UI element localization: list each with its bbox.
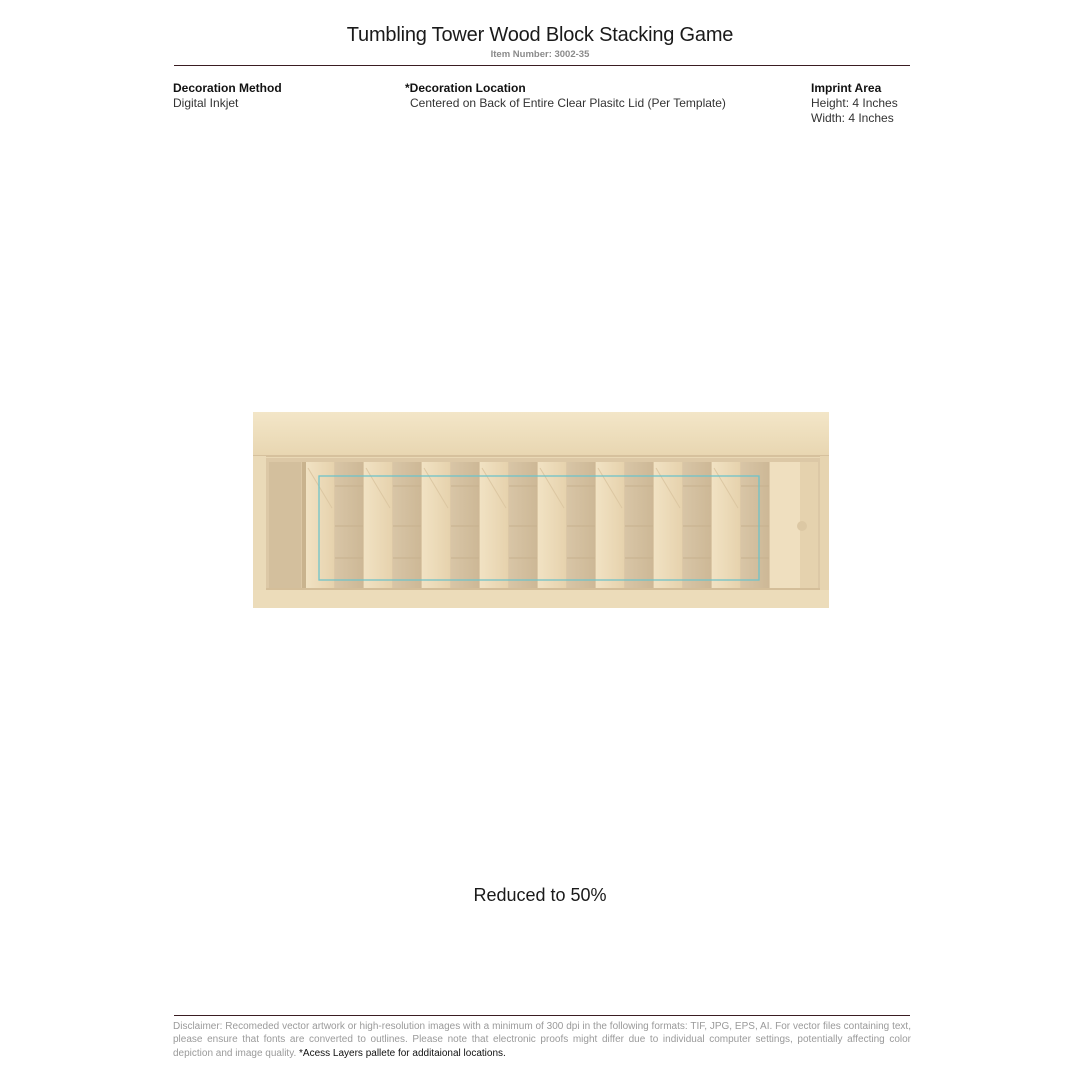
wood-block <box>654 462 682 588</box>
wood-block <box>712 462 740 588</box>
wood-block <box>596 462 624 588</box>
wooden-block-box-image <box>250 408 832 610</box>
wood-block <box>451 462 479 588</box>
wood-block <box>538 462 566 588</box>
imprint-width: Width: 4 Inches <box>811 111 894 125</box>
decoration-location-label: *Decoration Location <box>405 81 526 95</box>
wood-block <box>422 462 450 588</box>
decoration-location-value: Centered on Back of Entire Clear Plasitc Lid (Per Template) <box>410 96 726 110</box>
decoration-method-section <box>173 81 282 111</box>
wood-block <box>567 462 595 588</box>
wood-block <box>480 462 508 588</box>
item-number: Item Number: 3002-35 <box>490 49 590 60</box>
disclaimer-note: *Acess Layers pallete for additaional locations. <box>299 1047 506 1059</box>
wood-block <box>335 462 363 588</box>
disclaimer <box>173 1020 911 1060</box>
wood-block <box>741 462 769 588</box>
wood-block <box>509 462 537 588</box>
decoration-location-section <box>405 81 726 111</box>
imprint-area-section <box>811 81 898 126</box>
disclaimer-text: Disclaimer: Recomeded vector artwork or high-resolution images with a minimum of 300 dpi in the following formats: TIF, JPG, EPS, AI. For vector files containing text, please ensure that fonts are converted to outlines. Please note that electronic proofs might differ due to individual computer settings, potentially affecting color depiction and image quality. <box>173 1021 911 1059</box>
product-image <box>250 408 832 610</box>
wood-block <box>393 462 421 588</box>
footer-divider <box>174 1015 910 1016</box>
wood-block <box>625 462 653 588</box>
page-title: Tumbling Tower Wood Block Stacking Game <box>346 24 734 46</box>
decoration-method-label: Decoration Method <box>173 81 282 95</box>
wood-block <box>683 462 711 588</box>
header-divider <box>174 65 910 66</box>
scale-note: Reduced to 50% <box>473 885 607 905</box>
decoration-method-value: Digital Inkjet <box>173 96 239 110</box>
imprint-area-label: Imprint Area <box>811 81 882 95</box>
wood-block <box>364 462 392 588</box>
imprint-height: Height: 4 Inches <box>811 96 898 110</box>
wood-block <box>306 462 334 588</box>
